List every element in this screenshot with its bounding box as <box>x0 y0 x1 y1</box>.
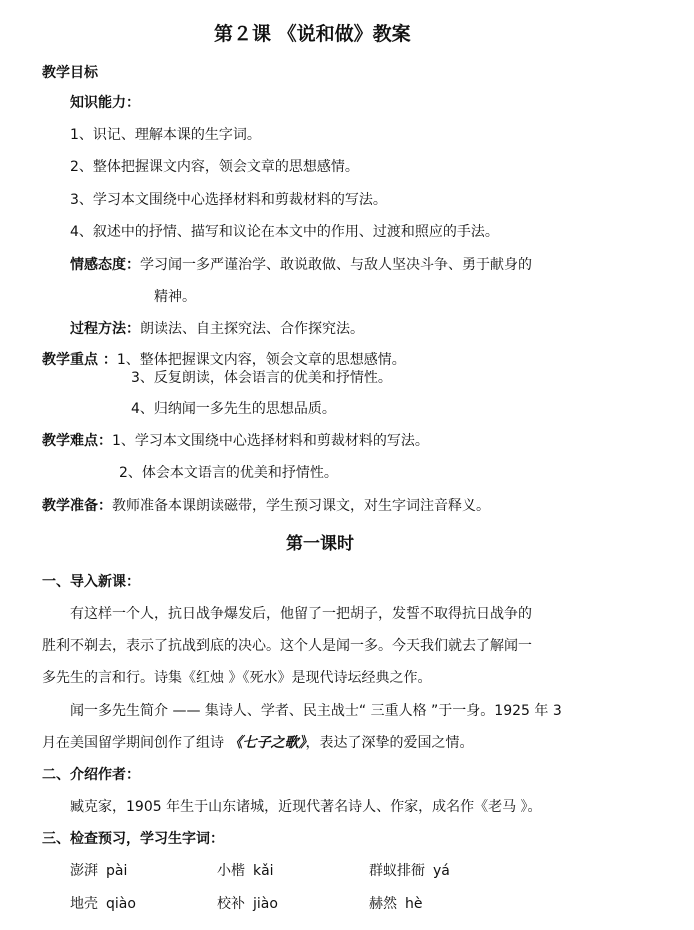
lesson1-heading: 第一课时 <box>286 534 354 554</box>
knowledge-item: 3、学习本文围绕中心选择材料和剪裁材料的写法。 <box>70 192 387 208</box>
knowledge-item: 2、整体把握课文内容，领会文章的思想感情。 <box>70 159 359 175</box>
process-method-text: 朗读法、自主探究法、合作探究法。 <box>140 321 364 337</box>
vocab-pinyin: hè <box>405 896 423 912</box>
vocab-entry <box>369 862 450 880</box>
key-points-label: 教学重点 ： <box>42 352 117 368</box>
preparation-text: 教师准备本课朗读磁带，学生预习课文，对生字词注音释义。 <box>112 498 490 514</box>
vocab-word: 群蚁排衙 <box>369 863 425 879</box>
difficulty-item: 1、学习本文围绕中心选择材料和剪裁材料的写法。 <box>112 433 429 449</box>
vocab-word: 校补 <box>217 896 245 912</box>
vocab-word: 地壳 <box>70 896 98 912</box>
teaching-goals-heading: 教学目标 <box>42 65 98 81</box>
vocab-entry <box>70 862 127 880</box>
intro-paragraph-line: 有这样一个人，抗日战争爆发后，他留了一把胡子，发誓不取得抗日战争的 <box>70 606 532 622</box>
difficulty-item: 2、体会本文语言的优美和抒情性。 <box>119 465 338 481</box>
preparation-row <box>42 497 490 515</box>
document-title: 第２课 《说和做》教案 <box>214 23 411 45</box>
process-method-row <box>70 320 364 338</box>
knowledge-item: 1、识记、理解本课的生字词。 <box>70 127 261 143</box>
knowledge-item: 4、叙述中的抒情、描写和议论在本文中的作用、过渡和照应的手法。 <box>70 224 499 240</box>
vocab-heading: 三、检查预习，学习生字词： <box>42 831 224 847</box>
emotion-attitude-text-cont: 精神。 <box>154 289 196 305</box>
wen-yiduo-intro-text-end: ，表达了深挚的爱国之情。 <box>305 735 474 751</box>
vocab-pinyin: yá <box>433 863 450 879</box>
author-text: 臧克家，1905 年生于山东诸城，近现代著名诗人、作家，成名作《老马 》。 <box>70 799 542 815</box>
vocab-pinyin: jiào <box>253 896 278 912</box>
intro-paragraph-line: 胜利不剃去，表示了抗战到底的决心。这个人是闻一多。今天我们就去了解闻一 <box>42 638 532 654</box>
vocab-pinyin: pài <box>106 863 128 879</box>
vocab-entry <box>369 895 423 913</box>
vocab-word: 小楷 <box>217 863 245 879</box>
wen-yiduo-intro-text: 月在美国留学期间创作了组诗 <box>42 735 229 751</box>
difficulties-label: 教学难点： <box>42 433 112 449</box>
preparation-label: 教学准备： <box>42 498 112 514</box>
vocab-entry <box>217 862 274 880</box>
wen-yiduo-intro-line: 闻一多先生简介 —— 集诗人、学者、民主战士“ 三重人格 ”于一身。1925 年 3 <box>70 703 562 719</box>
key-point-item: 3、反复朗读，体会语言的优美和抒情性。 <box>131 370 392 386</box>
intro-paragraph-line: 多先生的言和行。诗集《红烛 》《死水》是现代诗坛经典之作。 <box>42 670 432 686</box>
key-point-item: 1、整体把握课文内容，领会文章的思想感情。 <box>116 352 406 368</box>
vocab-pinyin: qiào <box>106 896 136 912</box>
knowledge-ability-label: 知识能力： <box>70 95 140 111</box>
emotion-attitude-row <box>70 256 532 274</box>
process-method-label: 过程方法： <box>70 321 140 337</box>
author-heading: 二、介绍作者： <box>42 767 140 783</box>
key-point-item: 4、归纳闻一多先生的思想品质。 <box>131 401 336 417</box>
vocab-word: 赫然 <box>369 896 397 912</box>
vocab-entry <box>217 895 278 913</box>
emotion-attitude-text: 学习闻一多严谨治学、敢说敢做、与敌人坚决斗争、勇于献身的 <box>140 257 532 273</box>
vocab-word: 澎湃 <box>70 863 98 879</box>
intro-heading: 一、导入新课： <box>42 574 140 590</box>
wen-yiduo-intro-line-2 <box>42 734 473 752</box>
poem-title: 《七子之歌》 <box>228 735 306 751</box>
vocab-entry <box>70 895 136 913</box>
difficulties-row <box>42 432 429 450</box>
emotion-attitude-label: 情感态度： <box>70 257 140 273</box>
vocab-pinyin: kǎi <box>253 863 274 879</box>
key-points-row <box>42 351 406 369</box>
